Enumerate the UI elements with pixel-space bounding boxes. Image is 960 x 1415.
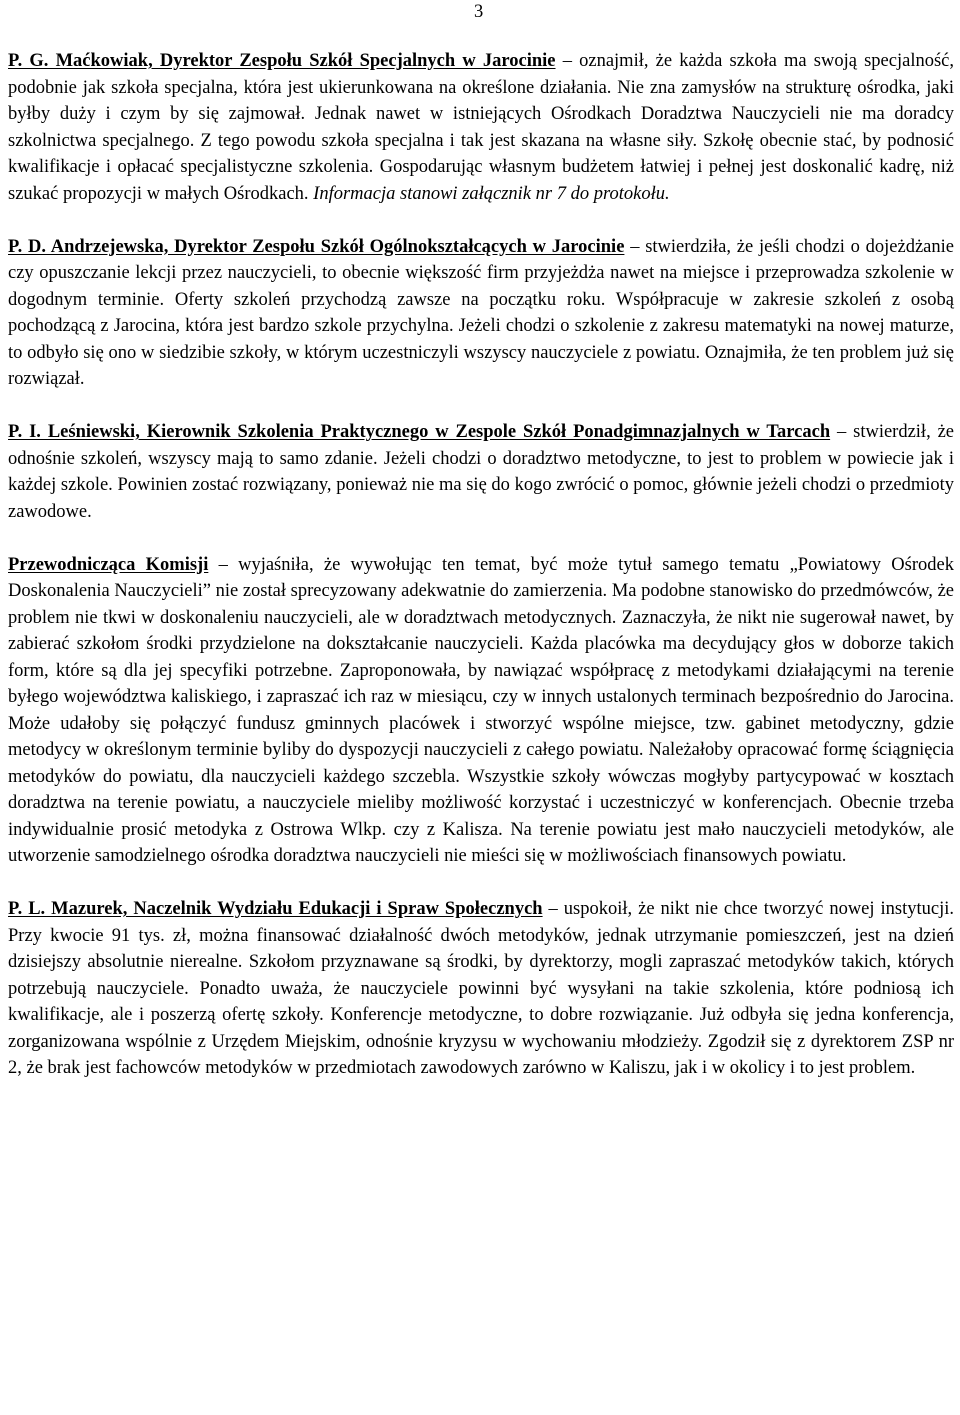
paragraph-text: – wyjaśniła, że wywołując ten temat, być może tytuł samego tematu „Powiatowy Ośrodek Doskonalenia Nauczycieli” nie został sprecyzowany adekwatnie do zamierzenia. Ma podobne stanowisko do przedmówców, że problem nie tkwi w doskonaleniu nauczycieli, ale w doradztwach metodycznych. Zaznaczyła, że nikt nie sugerował nawet, by zabierać szkołom środki przydzielone na dokształcanie nauczycieli. Każda placówka ma decydujący głos w doborze takich form, które są dla jej specyfiki potrzebne. Zaproponowała, by nawiązać współpracę z metodykami działającymi na terenie byłego województwa kaliskiego, i zapraszać ich raz w miesiącu, czy w innych ustalonych terminach bezpośrednio do Jarocina. Może udałoby się połączyć fundusz gminnych placówek i stworzyć wspólne miejsce, tzw. gabinet metodyczny, gdzie metodycy w określonym terminie byliby do dyspozycji nauczycieli z całego powiatu. Należałoby opracować formę ściągnięcia metodyków do powiatu, dla nauczycieli każdego szczebla. Wszystkie szkoły wówczas mogłyby partycypować w kosztach doradztwa na terenie powiatu, a nauczyciele mieliby możliwość korzystać i uczestniczyć w konferencjach. Obecnie trzeba indywidualnie prosić metodyka z Ostrowa Wlkp. czy z Kalisza. Na terenie powiatu jest mało nauczycieli metodyków, ale utworzenie samodzielnego ośrodka doradztwa nauczycieli nie mieści się w możliwościach finansowych powiatu. [8, 554, 954, 866]
page-number: 3 [474, 2, 484, 22]
speaker-name: Przewodnicząca Komisji [8, 554, 209, 575]
paragraph-text: – stwierdziła, że jeśli chodzi o dojeżdżanie czy opuszczanie lekcji przez nauczycieli, to obecnie większość firm przyjeżdża nawet na miejsce i przeprowadza szkolenie w dogodnym terminie. Oferty szkoleń przychodzą zawsze na początku roku. Współpracuje w zakresie szkoleń z osobą pochodzącą z Jarocina, która jest bardzo szkole przychylna. Jeżeli chodzi o szkolenie z zakresu matematyki na nowej maturze, to odbyło się ono w siedzibie szkoły, w którym uczestniczyli wszyscy nauczyciele z powiatu. Oznajmiła, że ten problem już się rozwiązał. [8, 236, 954, 389]
document-body [8, 48, 954, 1082]
paragraph-text: – uspokoił, że nikt nie chce tworzyć nowej instytucji. Przy kwocie 91 tys. zł, można finansować działalność dwóch metodyków, jednak utrzymanie pomieszczeń, jest na dzień dzisiejszy absolutnie nierealne. Szkołom przyznawane są środki, by dyrektorzy, mogli zapraszać metodyków takich, których potrzebują nauczyciele. Ponadto uważa, że nauczyciele powinni być wysyłani na takie szkolenia, które podniosą ich kwalifikacje, ale i poszerzą ofertę szkoły. Konferencje metodyczne, to dobre rozwiązanie. Już odbyła się jedna konferencja, zorganizowana wspólnie z Urzędem Miejskim, odnośnie kryzysu w wychowaniu młodzieży. Zgodził się z dyrektorem ZSP nr 2, że brak jest fachowców metodyków w przedmiotach zawodowych zarówno w Kaliszu, jak i w okolicy i to jest problem. [8, 899, 954, 1078]
paragraph-text: – stwierdził, że odnośnie szkoleń, wszyscy mają to samo zdanie. Jeżeli chodzi o doradztwo metodyczne, to jest to problem w powiecie jak i każdej szkole. Powinien zostać rozwiązany, ponieważ nie ma się do kogo zwrócić o pomoc, głównie jeżeli chodzi o przedmioty zawodowe. [8, 422, 955, 522]
paragraph-przewodniczaca [8, 552, 954, 870]
paragraph-text: – oznajmił, że każda szkoła ma swoją specjalność, podobnie jak szkoła specjalna, która jest ukierunkowana na określone działania. Nie zna zamysłów na strukturę ośrodka, jaki byłby duży i czym by się zajmował. Jednak nawet w istniejących Ośrodkach Doradztwa Nauczycieli nie ma doradcy szkolnictwa specjalnego. Z tego powodu szkoła specjalna i tak jest skazana na własne siły. Szkołę obecnie stać, by podnosić kwalifikacje i opłacać specjalistyczne szkolenia. Gospodarując własnym budżetem łatwiej i pełnej jest doskonalić kadrę, niż szukać propozycji w małych Ośrodkach. [8, 51, 954, 204]
paragraph-lesniewski [8, 419, 954, 525]
speaker-name: P. I. Leśniewski, Kierownik Szkolenia Praktycznego w Zespole Szkół Ponadgimnazjalnych w Tarcach [8, 422, 831, 442]
paragraph-mazurek [8, 896, 954, 1082]
paragraph-mackowiak [8, 48, 954, 207]
speaker-name: P. L. Mazurek, Naczelnik Wydziału Edukacji i Spraw Społecznych [8, 899, 543, 919]
attachment-note: Informacja stanowi załącznik nr 7 do protokołu. [313, 183, 670, 204]
paragraph-andrzejewska [8, 234, 954, 393]
speaker-name: P. D. Andrzejewska, Dyrektor Zespołu Szkół Ogólnokształcących w Jarocinie [8, 236, 625, 257]
speaker-name: P. G. Maćkowiak, Dyrektor Zespołu Szkół Specjalnych w Jarocinie [8, 51, 556, 71]
